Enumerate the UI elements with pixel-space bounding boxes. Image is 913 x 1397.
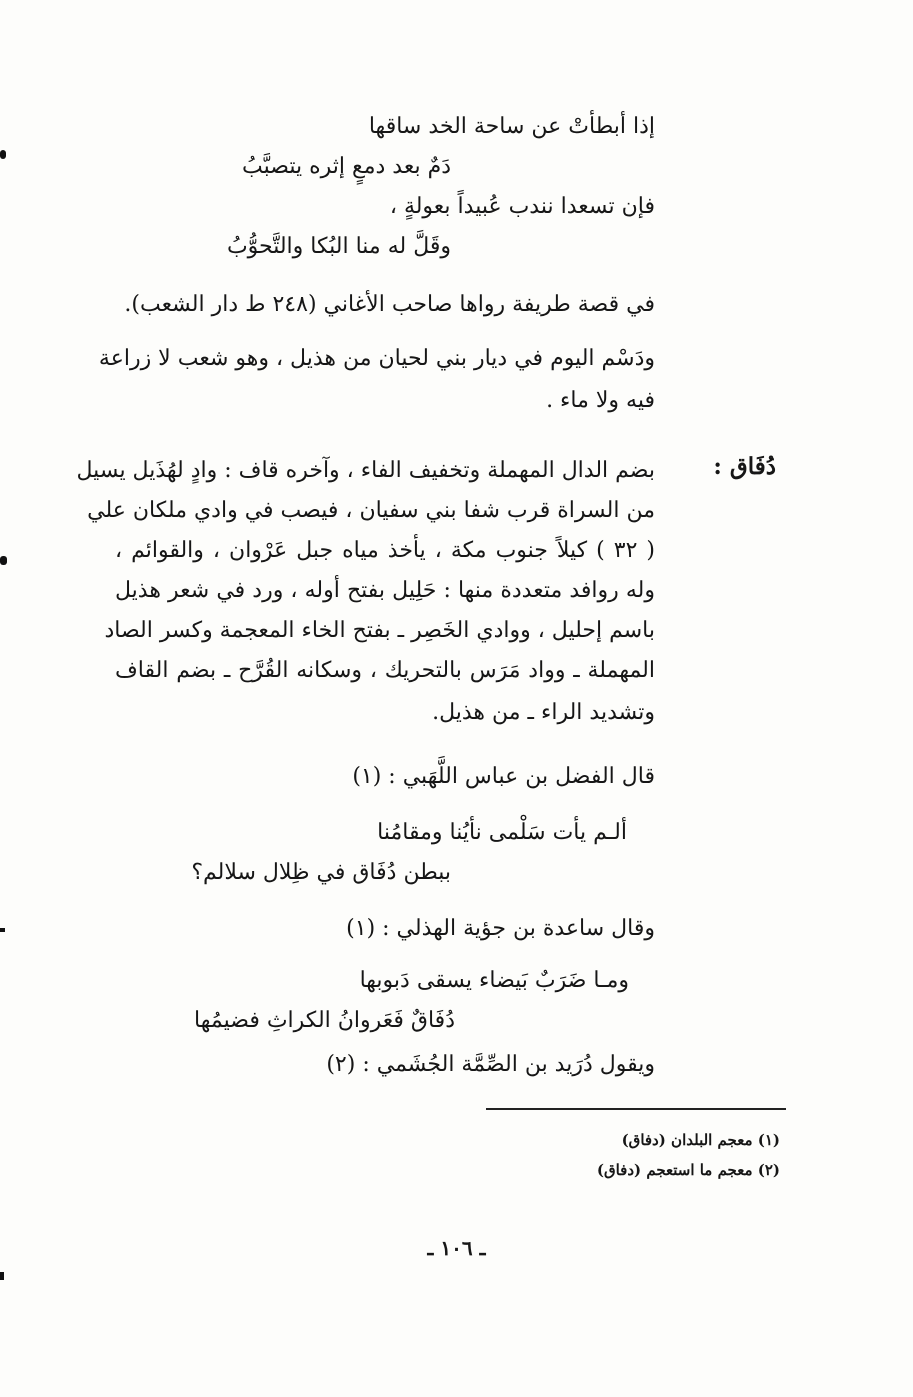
quote-intro: قال الفضل بن عباس اللَّهَبي : (١) bbox=[352, 764, 655, 789]
entry-line: بضم الدال المهملة وتخفيف الفاء ، وآخره قاف : وادٍ لهُذَيل يسيل bbox=[76, 458, 655, 483]
scan-mark bbox=[0, 556, 7, 565]
entry-line: وله روافد متعددة منها : حَلِيل بفتح أوله ، ورد في شعر هذيل bbox=[115, 578, 655, 603]
verse-line: إذا أبطأتْ عن ساحة الخد ساقها bbox=[368, 114, 655, 139]
entry-line: ( ٣٢ ) كيلاً جنوب مكة ، يأخذ مياه جبل عَرْوان ، والقوائم ، bbox=[115, 538, 655, 563]
quote-intro: وقال ساعدة بن جؤية الهذلي : (١) bbox=[346, 916, 655, 941]
verse-line: فإن تسعدا نندب عُبيداً بعولةٍ ، bbox=[389, 194, 655, 219]
footnote-divider bbox=[486, 1108, 786, 1110]
entry-line: من السراة قرب شفا بني سفيان ، فيصب في وادي ملكان علي bbox=[87, 498, 655, 523]
quote-intro: ويقول دُرَيد بن الصِّمَّة الجُشَمي : (٢) bbox=[326, 1052, 655, 1077]
verse-line: دَمٌ بعد دمعٍ إثره يتصبَّبُ bbox=[242, 154, 451, 179]
scan-mark bbox=[0, 1272, 4, 1280]
entry-line: المهملة ـ وواد مَرَس بالتحريك ، وسكانه القُرَّح ـ بضم القاف bbox=[115, 658, 655, 683]
paragraph-text: ودَسْم اليوم في ديار بني لحيان من هذيل ، وهو شعب لا زراعة bbox=[98, 346, 655, 371]
verse-line: ومـا ضَرَبٌ بَيضاء يسقى دَبوبها bbox=[359, 968, 629, 993]
verse-line: ألـم يأت سَلْمى نأيُنا ومقامُنا bbox=[377, 820, 627, 845]
verse-line: وقَلَّ له منا البُكا والتَّحوُّبُ bbox=[226, 234, 451, 259]
scan-mark bbox=[0, 928, 5, 932]
paragraph-text: في قصة طريفة رواها صاحب الأغاني (٢٤٨ ط دار الشعب). bbox=[124, 292, 655, 317]
footnote: (١) معجم البلدان (دفاق) bbox=[621, 1131, 780, 1149]
page-number: ـ ١٠٦ ـ bbox=[427, 1236, 486, 1260]
entry-heading: دُفَاق : bbox=[713, 453, 776, 480]
verse-line: ببطن دُفَاق في ظِلال سلالم؟ bbox=[191, 860, 451, 885]
verse-line: دُفَاقٌ فَعَروانُ الكراثِ فضيمُها bbox=[194, 1008, 455, 1033]
scan-mark bbox=[0, 150, 6, 159]
entry-line: وتشديد الراء ـ من هذيل. bbox=[432, 700, 655, 725]
paragraph-text: فيه ولا ماء . bbox=[546, 388, 655, 413]
footnote: (٢) معجم ما استعجم (دفاق) bbox=[596, 1161, 780, 1179]
entry-line: باسم إحليل ، ووادي الخَصِر ـ بفتح الخاء المعجمة وكسر الصاد bbox=[104, 618, 655, 643]
